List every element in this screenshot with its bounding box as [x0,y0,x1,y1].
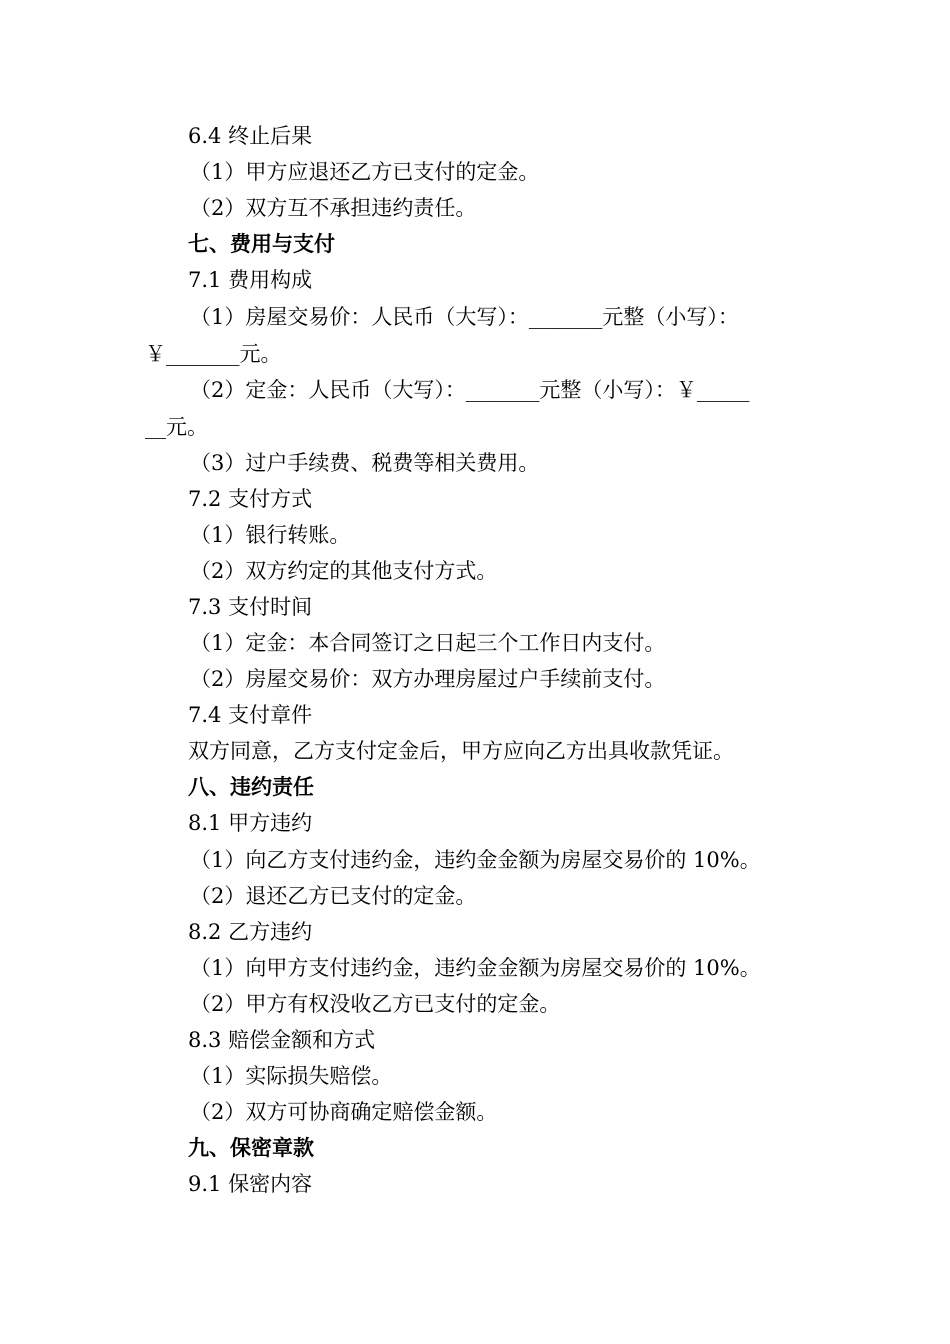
list-item: （1）甲方应退还乙方已支付的定金。 [190,160,540,184]
list-item: （2）双方可协商确定赔偿金额。 [190,1100,498,1124]
list-item: （2）定金：人民币（大写）：_______元整（小写）：￥_____ [190,378,750,402]
section-9-heading: 九、保密章款 [188,1136,314,1160]
section-7-heading: 七、费用与支付 [188,232,335,256]
section-8-heading: 八、违约责任 [188,775,314,799]
list-item: （1）向甲方支付违约金，违约金金额为房屋交易价的 10%。 [190,956,761,980]
subsection-7-1-heading: 7.1 费用构成 [188,268,313,292]
list-item: （1）银行转账。 [190,523,351,547]
subsection-7-4-heading: 7.4 支付章件 [188,703,313,727]
list-item: （2）退还乙方已支付的定金。 [190,884,477,908]
list-item: （1）向乙方支付违约金，违约金金额为房屋交易价的 10%。 [190,848,761,872]
subsection-7-3-heading: 7.3 支付时间 [188,595,313,619]
subsection-7-2-heading: 7.2 支付方式 [188,487,313,511]
subsection-8-1-heading: 8.1 甲方违约 [188,811,313,835]
subsection-9-1-heading: 9.1 保密内容 [188,1172,313,1196]
list-item: （2）甲方有权没收乙方已支付的定金。 [190,992,561,1016]
list-item: （2）双方约定的其他支付方式。 [190,559,498,583]
subsection-8-2-heading: 8.2 乙方违约 [188,920,313,944]
list-item: （2）房屋交易价：双方办理房屋过户手续前支付。 [190,667,666,691]
list-item: （2）双方互不承担违约责任。 [190,196,477,220]
list-item: （3）过户手续费、税费等相关费用。 [190,451,540,475]
list-item: （1）定金：本合同签订之日起三个工作日内支付。 [190,631,666,655]
list-item-continuation: ￥_______元。 [145,342,282,366]
list-item: （1）房屋交易价：人民币（大写）：_______元整（小写）： [190,305,739,329]
paragraph: 双方同意，乙方支付定金后，甲方应向乙方出具收款凭证。 [188,739,734,763]
subsection-6-4-heading: 6.4 终止后果 [188,124,313,148]
subsection-8-3-heading: 8.3 赔偿金额和方式 [188,1028,376,1052]
list-item-continuation: __元。 [145,415,208,439]
list-item: （1）实际损失赔偿。 [190,1064,393,1088]
